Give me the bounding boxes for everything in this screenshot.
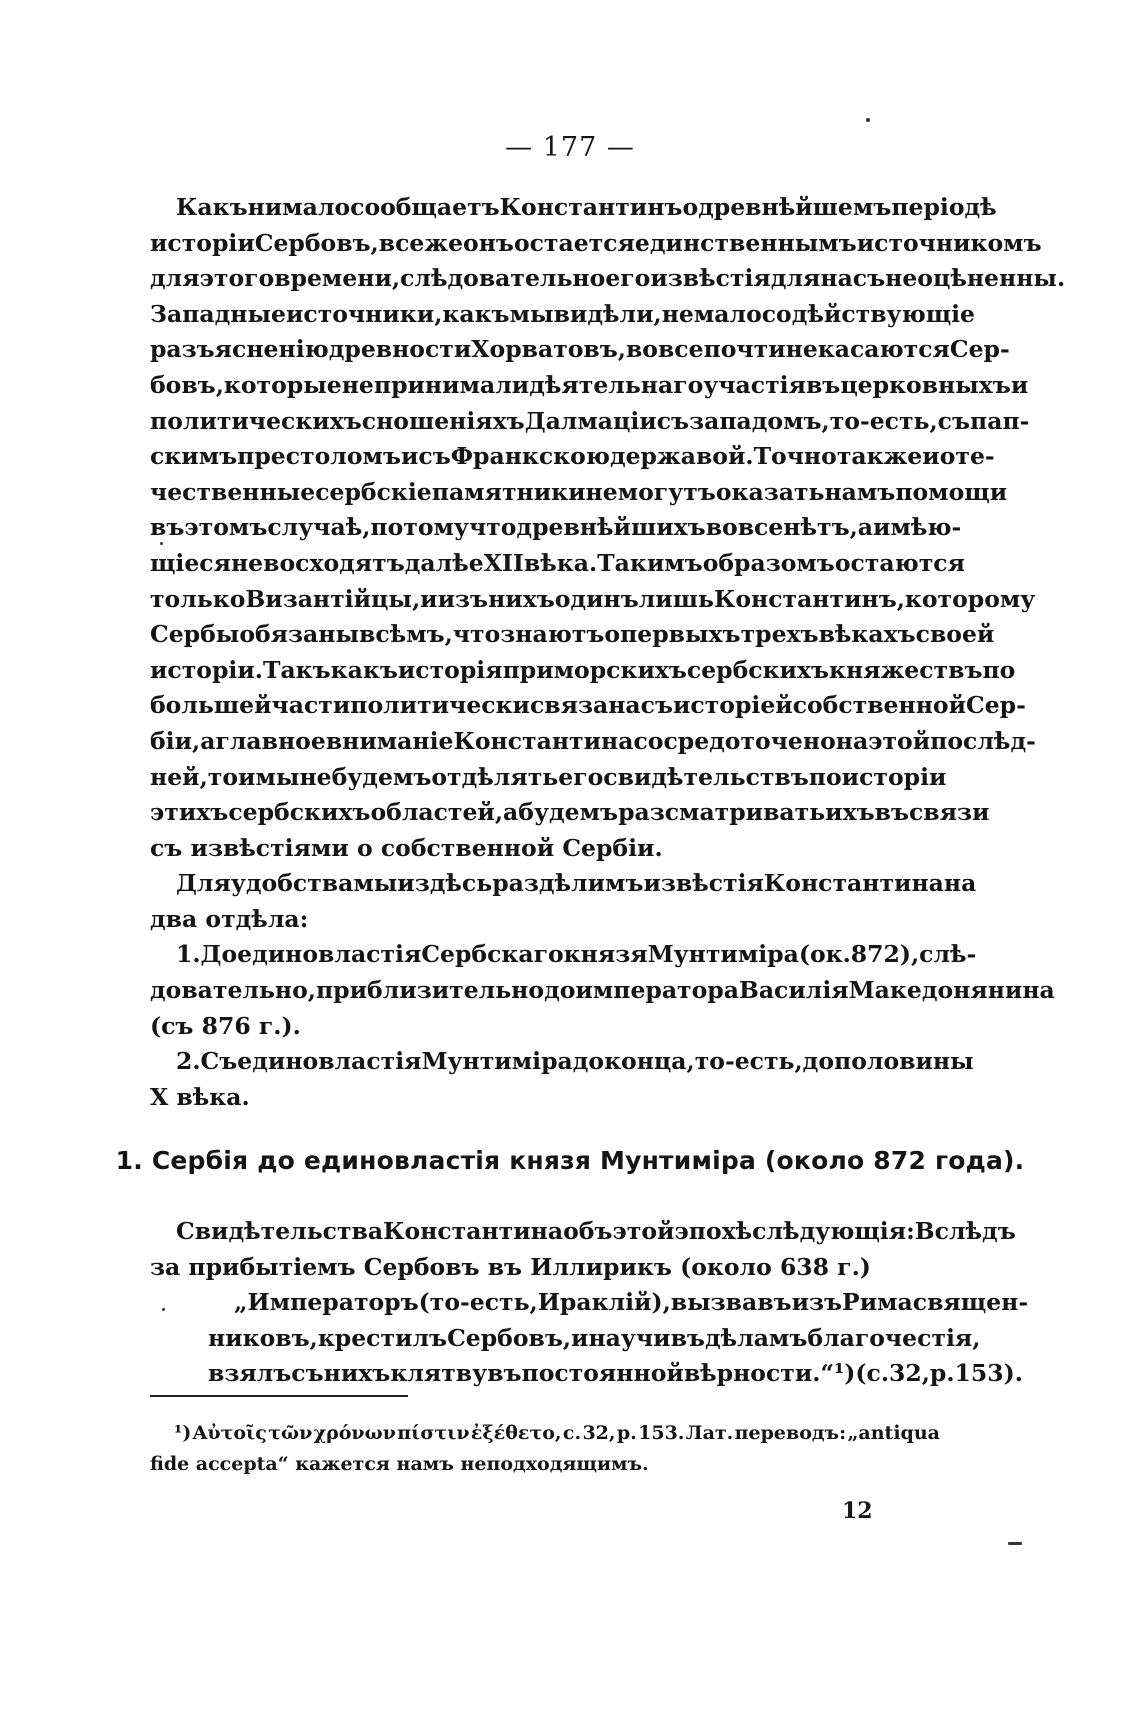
word: на: [943, 869, 977, 898]
word: державой.: [609, 442, 754, 471]
word: знаютъ: [500, 620, 605, 649]
word: исторіи: [150, 228, 255, 257]
paragraph-1-line: [150, 368, 1029, 404]
word: этой: [612, 1217, 675, 1245]
word: почти: [703, 335, 786, 364]
word: остается: [513, 228, 635, 257]
word: постоянной: [521, 1359, 684, 1388]
word: какъ: [330, 655, 398, 684]
word: обязаны: [239, 620, 360, 649]
word: Лат.: [685, 1422, 734, 1444]
word: собственной: [792, 691, 967, 720]
word: дѣламъ: [704, 1323, 808, 1352]
word: изъ: [791, 1288, 843, 1317]
word: слѣдующія:: [752, 1217, 915, 1245]
word: вызвавъ: [670, 1288, 792, 1317]
list-item-1-line: [150, 937, 977, 973]
word: 153).: [954, 1359, 1023, 1388]
word: скимъ: [150, 442, 238, 471]
paragraph-1-line: [150, 404, 1030, 440]
word: Какъ: [176, 193, 248, 221]
word: съ: [418, 442, 451, 471]
word: Ираклій),: [537, 1288, 671, 1317]
word: памятники: [431, 477, 586, 506]
word: одинъ: [554, 584, 639, 613]
word: областей,: [370, 798, 504, 827]
word: свидѣтельствъ: [603, 762, 809, 791]
paragraph-1-line: [150, 546, 965, 582]
section-heading: 1. Сербія до единовластія князя Мунтиміра (около 872 года).: [115, 1146, 1025, 1175]
word: научивъ: [588, 1323, 705, 1352]
word: неоцѣненны.: [885, 264, 1066, 293]
word: и: [400, 442, 419, 471]
word: сношеніяхъ: [361, 406, 525, 435]
main-text: [150, 190, 1066, 1115]
word: его: [605, 264, 651, 293]
paragraph-1-line: [150, 688, 1026, 724]
word: для: [150, 264, 200, 293]
word: Αὐτοῖς: [192, 1422, 267, 1444]
word: Сербовъ,: [254, 228, 379, 257]
word: онъ: [463, 228, 514, 257]
paragraph-1-line: [150, 795, 990, 831]
word: Константинъ,: [713, 584, 905, 613]
word: τῶν: [268, 1422, 313, 1444]
word: первыхъ: [620, 620, 741, 649]
word: о: [604, 620, 621, 649]
word: мы: [255, 762, 300, 791]
quote-line: [150, 1321, 981, 1357]
word: 32,: [889, 1359, 930, 1388]
word: древности: [328, 335, 472, 364]
word: чественные: [150, 477, 316, 506]
word: с.: [562, 1422, 582, 1444]
word: участія: [703, 370, 806, 399]
list-item-2-line: [150, 1044, 974, 1080]
word: связи: [908, 798, 990, 827]
word: 32,: [582, 1422, 616, 1444]
word: политическихъ: [150, 406, 362, 435]
word: Такимъ: [597, 548, 703, 577]
paragraph-1-last-line: съ извѣстіями о собственной Сербіи.: [150, 833, 663, 862]
word: видѣли,: [553, 299, 662, 328]
word: восходятъ: [263, 548, 405, 577]
word: Василія: [738, 976, 849, 1005]
paragraph-1-line: [150, 724, 1036, 760]
word: разъясненію: [150, 335, 329, 364]
word: на: [835, 726, 869, 755]
word: а: [857, 513, 874, 542]
word: о: [682, 193, 699, 221]
word: вниманіе: [325, 726, 454, 755]
word: и: [238, 762, 256, 791]
word: „antiqua: [847, 1422, 940, 1444]
word: Далмаціи: [524, 406, 657, 435]
word: Сер-: [949, 335, 1010, 364]
word: этого: [199, 264, 275, 293]
word: главное: [215, 726, 326, 755]
paragraph-2-line: [150, 866, 977, 902]
word: Съ: [200, 1047, 238, 1076]
word: ¹): [833, 1359, 856, 1388]
word: Рима: [842, 1288, 913, 1317]
word: отдѣлять: [431, 762, 559, 791]
word: источники,: [285, 299, 443, 328]
word: то: [207, 762, 239, 791]
word: сербскихъ: [228, 798, 371, 827]
word: въ: [874, 798, 909, 827]
word: χρόνων: [313, 1422, 396, 1444]
word: въ: [487, 1359, 522, 1388]
word: намъ: [824, 477, 896, 506]
paragraph-1: [150, 190, 1066, 831]
word: то-есть,: [694, 1047, 803, 1076]
print-speck: [160, 542, 163, 545]
word: до: [802, 1047, 834, 1076]
word: переводъ:: [734, 1422, 847, 1444]
word: Франкскою: [450, 442, 610, 471]
word: біи,: [150, 726, 201, 755]
word: оте-: [939, 442, 995, 471]
word: его: [558, 762, 604, 791]
word: единовластія: [237, 940, 422, 969]
word: конца,: [604, 1047, 695, 1076]
word: потому: [370, 513, 469, 542]
word: Сербы: [150, 620, 240, 649]
word: удобства: [230, 869, 354, 898]
word: содѣйствующіе: [761, 299, 975, 328]
word: образомъ: [702, 548, 835, 577]
word: ἐξέθετο,: [470, 1422, 562, 1444]
word: связана: [529, 691, 641, 720]
word: вовсе: [705, 513, 784, 542]
print-speck: [1008, 1542, 1022, 1545]
word: этомъ: [184, 513, 268, 542]
word: взялъ: [208, 1359, 292, 1388]
word: 872),: [850, 940, 920, 969]
word: исторіей: [672, 691, 793, 720]
word: а: [503, 798, 519, 827]
word: 153.: [638, 1422, 685, 1444]
word: нихъ: [488, 584, 555, 613]
word: приблизительно: [315, 976, 545, 1005]
word: которые: [223, 370, 342, 399]
word: и: [922, 442, 940, 471]
word: остаются: [834, 548, 965, 577]
word: что: [468, 513, 517, 542]
word: мы: [509, 299, 554, 328]
word: (то-есть,: [418, 1288, 538, 1317]
word: какъ: [442, 299, 510, 328]
paragraph-1-line: [150, 226, 1042, 262]
word: мало: [282, 193, 351, 221]
paragraph-1-line: [150, 582, 1036, 618]
word: церковныхъ: [840, 370, 1011, 399]
word: Сербовъ,: [447, 1323, 572, 1352]
word: извѣстія: [643, 869, 764, 898]
word: (с.: [855, 1359, 890, 1388]
word: нихъ: [323, 1359, 391, 1388]
paragraph-2-last-line: два отдѣла:: [150, 904, 309, 933]
word: принимали: [373, 370, 530, 399]
footnote-divider: [150, 1395, 408, 1397]
word: для: [770, 264, 821, 293]
word: не: [230, 548, 264, 577]
word: этой: [868, 726, 931, 755]
word: нѣтъ,: [783, 513, 858, 542]
word: Македонянина: [848, 976, 1055, 1005]
paragraph-1-line: [150, 653, 1016, 689]
word: до: [544, 976, 576, 1005]
word: съ: [291, 1359, 324, 1388]
word: своей: [915, 620, 995, 649]
word: изъ: [437, 584, 489, 613]
word: извѣстія: [650, 264, 771, 293]
word: до: [572, 1047, 605, 1076]
word: ни: [247, 193, 283, 221]
word: Константина: [383, 1217, 564, 1245]
word: большей: [150, 691, 272, 720]
word: Западные: [150, 299, 286, 328]
word: и: [420, 584, 438, 613]
paragraph-1-line: [150, 297, 975, 333]
word: что: [452, 620, 501, 649]
word: объ: [563, 1217, 613, 1245]
paragraph-1-line: [150, 261, 1066, 297]
word: Хорватовъ,: [471, 335, 626, 364]
word: Свидѣтельства: [176, 1217, 384, 1245]
word: дѣятельнаго: [529, 370, 704, 399]
word: благочестія,: [807, 1323, 981, 1352]
quote-line: [150, 1285, 1029, 1321]
word: Мунтиміра: [647, 940, 799, 969]
paragraph-1-line: [150, 617, 995, 653]
word: священ-: [912, 1288, 1029, 1317]
word: а: [200, 726, 216, 755]
word: слѣ-: [919, 940, 977, 969]
word: Сербскаго: [421, 940, 564, 969]
word: всѣмъ,: [359, 620, 453, 649]
word: Мунтиміра: [421, 1047, 573, 1076]
word: разсматривать: [618, 798, 826, 827]
word: оказать: [715, 477, 825, 506]
footnote-last-line: fide accepta“ кажется намъ неподходящимъ.: [150, 1453, 649, 1475]
list-item-1-line: [150, 973, 1055, 1009]
word: ¹): [174, 1422, 192, 1444]
word: сербскіе: [315, 477, 432, 506]
word: политически: [350, 691, 530, 720]
word: случаѣ,: [267, 513, 371, 542]
word: въ: [805, 370, 841, 399]
word: 2.: [176, 1047, 201, 1076]
word: Константина: [763, 869, 944, 898]
word: До: [200, 940, 238, 969]
word: сербскихъ: [686, 655, 830, 684]
page-number: — 177 —: [505, 132, 635, 163]
print-speck: [866, 118, 870, 122]
word: этихъ: [150, 798, 229, 827]
paragraph-1-line: [150, 332, 1010, 368]
word: 1.: [176, 940, 201, 969]
word: эпохѣ: [674, 1217, 753, 1245]
paragraph-3-last-line: за прибытіемъ Сербовъ въ Иллирикъ (около 638 г.): [150, 1252, 871, 1281]
word: и: [571, 1323, 589, 1352]
word: вѣка.: [523, 548, 598, 577]
word: не: [661, 299, 694, 328]
testimony-block: [150, 1214, 1029, 1392]
paragraph-1-line: [150, 439, 995, 475]
word: не: [341, 370, 374, 399]
word: помощи: [895, 477, 1008, 506]
word: не: [299, 762, 332, 791]
word: все: [378, 228, 425, 257]
word: крестилъ: [317, 1323, 448, 1352]
word: съ: [656, 406, 690, 435]
word: Такъ: [262, 655, 331, 684]
word: и: [1010, 370, 1029, 399]
word: исторіи.: [150, 655, 263, 684]
footnotes: [150, 1418, 940, 1480]
word: трехъ: [740, 620, 819, 649]
word: по: [808, 762, 842, 791]
word: части: [271, 691, 351, 720]
word: „Императоръ: [234, 1288, 419, 1317]
word: касаются: [817, 335, 950, 364]
word: источникомъ: [856, 228, 1042, 257]
word: раздѣлимъ: [492, 869, 644, 898]
word: половины: [834, 1047, 974, 1076]
word: насъ: [820, 264, 886, 293]
list-item-2-last-line: X вѣка.: [150, 1082, 250, 1111]
paragraph-1-line: [150, 475, 1008, 511]
word: мало: [693, 299, 762, 328]
word: XII: [483, 548, 524, 577]
word: вѣрности.“: [683, 1359, 834, 1388]
word: р.: [616, 1422, 637, 1444]
word: же: [424, 228, 464, 257]
paragraph-3-line: [150, 1214, 1016, 1250]
signature-mark: 12: [842, 1498, 873, 1524]
word: Византійцы,: [245, 584, 421, 613]
word: Вслѣдъ: [914, 1217, 1016, 1245]
paragraph-1-line: [150, 510, 962, 546]
word: клятву: [390, 1359, 488, 1388]
word: послѣд-: [930, 726, 1036, 755]
word: времени,: [274, 264, 401, 293]
word: Сер-: [966, 691, 1026, 720]
word: мы: [353, 869, 398, 898]
word: по: [982, 655, 1016, 684]
word: въ: [150, 513, 185, 542]
paragraph-1-line: [150, 190, 997, 226]
word: древнѣйшихъ: [516, 513, 706, 542]
word: будемъ: [331, 762, 432, 791]
word: западомъ,: [689, 406, 830, 435]
word: лишь: [638, 584, 714, 613]
list-item-1-last-line: (съ 876 г.).: [150, 1011, 301, 1040]
word: княжествъ: [829, 655, 983, 684]
word: (ок.: [798, 940, 851, 969]
word: только: [150, 584, 246, 613]
word: единственнымъ: [634, 228, 857, 257]
word: имѣю-: [873, 513, 962, 542]
word: Константина: [453, 726, 634, 755]
word: приморскихъ: [502, 655, 687, 684]
word: Точно: [753, 442, 837, 471]
word: вѣкахъ: [818, 620, 916, 649]
word: исторіи: [841, 762, 947, 791]
word: князя: [563, 940, 648, 969]
word: ихъ: [825, 798, 875, 827]
word: также: [836, 442, 923, 471]
paragraph-1-line: [150, 760, 947, 796]
word: бовъ,: [150, 370, 224, 399]
quote-line: [150, 1356, 1023, 1392]
word: съ: [937, 406, 971, 435]
word: сообщаетъ: [350, 193, 500, 221]
word: Константинъ: [499, 193, 683, 221]
word: и: [397, 869, 415, 898]
word: слѣдовательно: [400, 264, 606, 293]
word: могутъ: [617, 477, 716, 506]
word: императора: [575, 976, 739, 1005]
word: пап-: [970, 406, 1030, 435]
word: не: [585, 477, 618, 506]
word: періодѣ: [891, 193, 997, 221]
word: ней,: [150, 762, 208, 791]
word: р.: [929, 1359, 955, 1388]
word: которому: [904, 584, 1036, 613]
word: довательно,: [150, 976, 316, 1005]
word: далѣе: [404, 548, 484, 577]
word: здѣсь: [414, 869, 493, 898]
footnote-line: [150, 1418, 940, 1449]
word: не: [785, 335, 818, 364]
word: никовъ,: [208, 1323, 318, 1352]
word: древнѣйшемъ: [698, 193, 892, 221]
word: престоломъ: [237, 442, 401, 471]
word: съ: [640, 691, 673, 720]
word: будемъ: [518, 798, 619, 827]
word: исторія: [397, 655, 503, 684]
word: вовсе: [625, 335, 704, 364]
word: единовластія: [237, 1047, 422, 1076]
word: πίστιν: [397, 1422, 470, 1444]
word: сосредоточено: [633, 726, 836, 755]
word: то-есть,: [829, 406, 938, 435]
word: щіеся: [150, 548, 231, 577]
print-speck: [162, 1308, 165, 1311]
word: Для: [176, 869, 231, 898]
